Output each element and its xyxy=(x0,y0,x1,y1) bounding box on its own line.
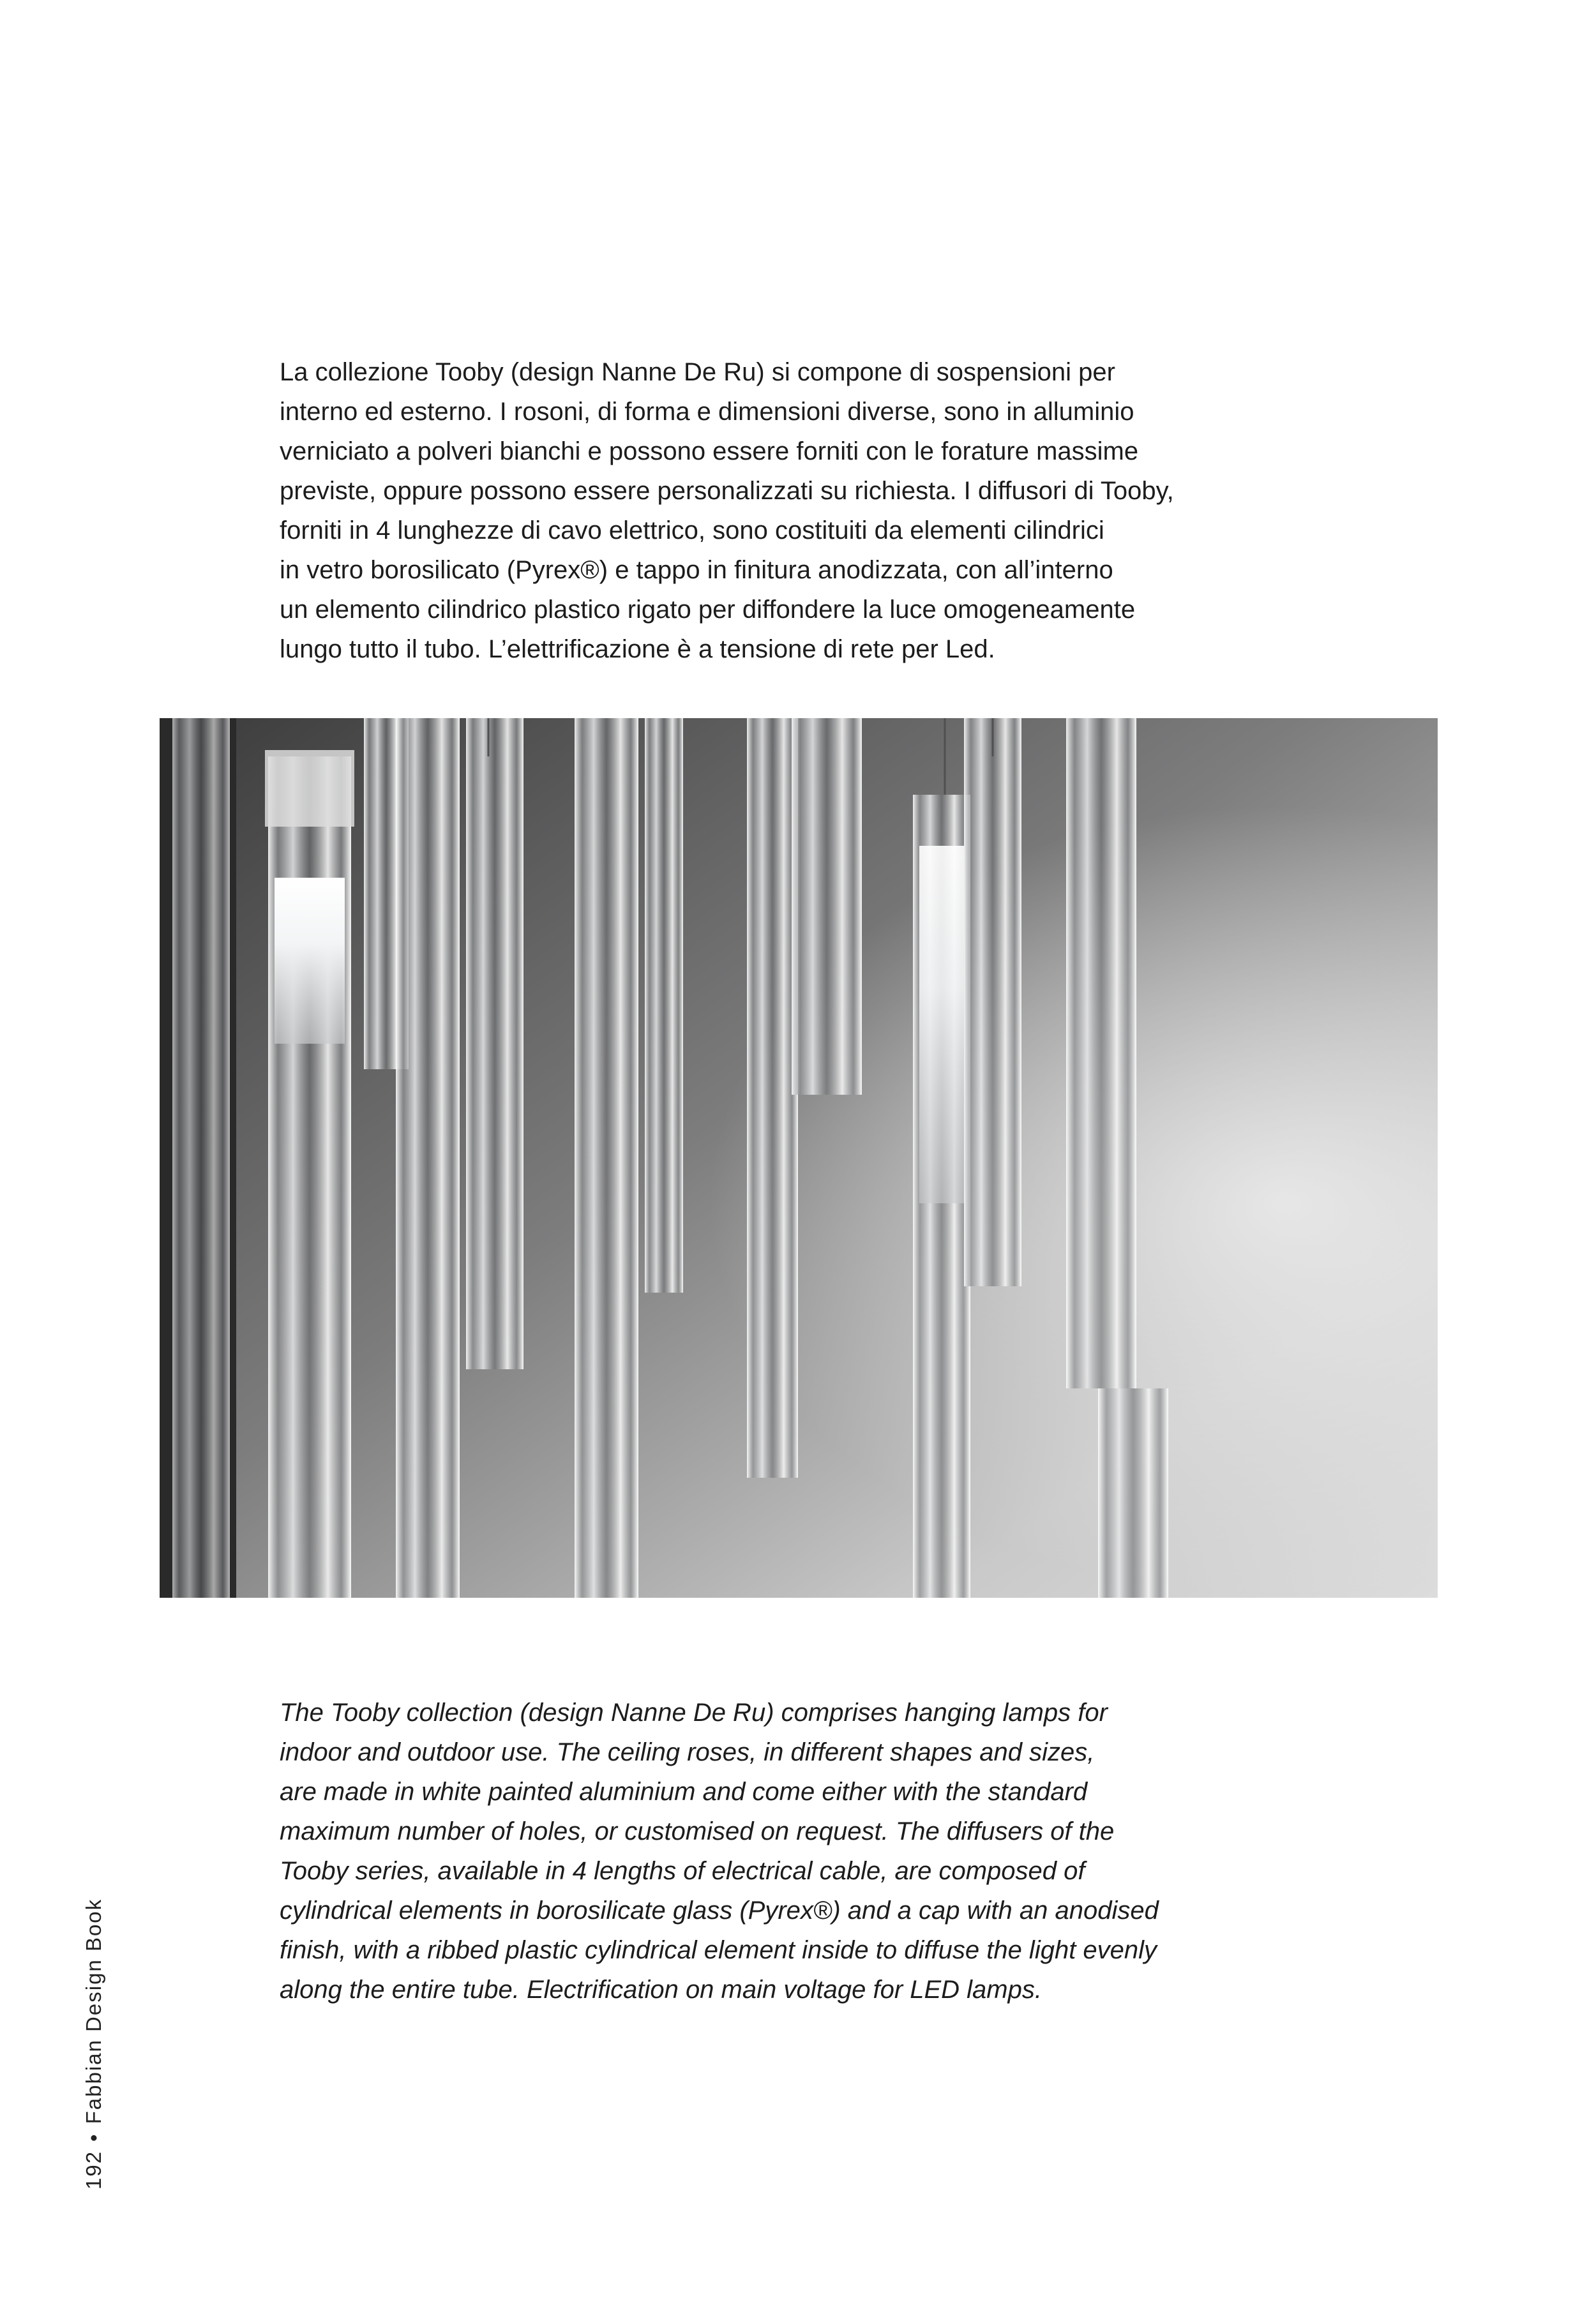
product-photo-tooby-glass-tubes xyxy=(160,718,1438,1598)
page-number: 192 xyxy=(82,2150,105,2190)
tube-8 xyxy=(792,718,862,1095)
italian-line: previste, oppure possono essere personalizzati su richiesta. I diffusori di Tooby, xyxy=(280,477,1174,505)
book-title: Fabbian Design Book xyxy=(82,1898,105,2124)
tube-7 xyxy=(747,718,798,1478)
page-folio xyxy=(82,1898,106,2190)
italian-line: La collezione Tooby (design Nanne De Ru) si compone di sospensioni per xyxy=(280,358,1115,386)
italian-line: verniciato a polveri bianchi e possono essere forniti con le forature massime xyxy=(280,437,1139,465)
italian-line: un elemento cilindrico plastico rigato per diffondere la luce omogeneamente xyxy=(280,596,1136,624)
italian-line: interno ed esterno. I rosoni, di forma e dimensioni diverse, sono in alluminio xyxy=(280,398,1134,426)
tube-12 xyxy=(1098,1388,1168,1598)
italian-line: forniti in 4 lunghezze di cavo elettrico, sono costituiti da elementi cilindrici xyxy=(280,516,1104,545)
tube-6 xyxy=(645,718,683,1293)
tube-4 xyxy=(466,718,523,1369)
english-line: along the entire tube. Electrification on main voltage for LED lamps. xyxy=(280,1976,1042,2004)
english-line: Tooby series, available in 4 lengths of electrical cable, are composed of xyxy=(280,1857,1085,1885)
english-line: finish, with a ribbed plastic cylindrical element inside to diffuse the light evenly xyxy=(280,1936,1157,1964)
folio-bullet: • xyxy=(82,2133,105,2142)
english-line: maximum number of holes, or customised on request. The diffusers of the xyxy=(280,1817,1115,1845)
english-line: indoor and outdoor use. The ceiling roses, in different shapes and sizes, xyxy=(280,1738,1095,1766)
english-line: cylindrical elements in borosilicate glass (Pyrex®) and a cap with an anodised xyxy=(280,1897,1159,1925)
italian-line: in vetro borosilicato (Pyrex®) e tappo in finitura anodizzata, con all’interno xyxy=(280,556,1113,584)
italian-line: lungo tutto il tubo. L’elettrificazione è a tensione di rete per Led. xyxy=(280,635,995,663)
tube-1 xyxy=(265,750,354,1598)
tube-3 xyxy=(396,718,460,1598)
tube-11 xyxy=(1066,718,1136,1388)
italian-description xyxy=(280,352,1205,669)
english-description xyxy=(280,1693,1237,2010)
english-line: The Tooby collection (design Nanne De Ru) comprises hanging lamps for xyxy=(280,1699,1108,1727)
tube-5 xyxy=(575,718,638,1598)
english-line: are made in white painted aluminium and come either with the standard xyxy=(280,1778,1088,1806)
tube-10 xyxy=(964,718,1021,1286)
